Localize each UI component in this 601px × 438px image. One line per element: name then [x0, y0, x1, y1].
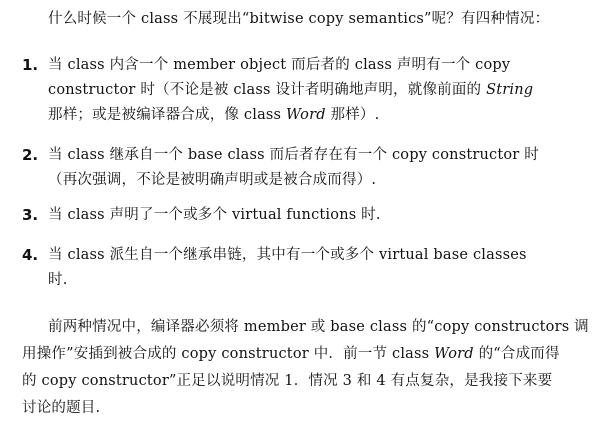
para-line-4: 讨论的题目. [22, 400, 101, 416]
para-line-2-text: 用操作”安插到被合成的 copy constructor 中．前一节 class [22, 346, 430, 362]
para-line-2-tail: 的“合成而得 [478, 346, 560, 362]
item-1-line-3-tail: 那样）. [330, 107, 380, 123]
item-1-line-1: 当 class 内含一个 member object 而后者的 class 声明有一个 copy [48, 57, 511, 73]
item-number: 3. [22, 206, 39, 224]
para-line-1: 前两种情况中，编译器必须将 member 或 base class 的“copy constructors 调 [48, 319, 589, 335]
item-number: 4. [22, 246, 39, 264]
item-1-line-2 [48, 81, 533, 99]
para-line-3: 的 copy constructor”正足以说明情况 1．情况 3 和 4 有点复杂，是我接下来要 [22, 373, 553, 389]
item-2-line-2: （再次强调，不论是被明确声明或是被合成而得）. [48, 172, 377, 188]
item-1-line-3-text: 那样；或是被编译器合成，像 class [48, 107, 282, 123]
para-line-2 [22, 345, 560, 363]
item-1-line-2-text: constructor 时（不论是被 class 设计者明确地声明，就像前面的 [48, 82, 482, 98]
para-word-term: Word [434, 346, 474, 362]
item-3-line-1: 当 class 声明了一个或多个 virtual functions 时. [48, 207, 381, 223]
item-4-line-2: 时. [48, 272, 68, 288]
item-number: 1. [22, 56, 39, 74]
item-2-line-1: 当 class 继承自一个 base class 而后者存在有一个 copy constructor 时 [48, 147, 539, 163]
item-number: 2. [22, 146, 39, 164]
item-1-string-term: String [486, 82, 534, 98]
intro-line: 什么时候一个 class 不展现出“bitwise copy semantics”呢？有四种情况： [48, 11, 550, 27]
item-4-line-1: 当 class 派生自一个继承串链，其中有一个或多个 virtual base classes [48, 247, 527, 263]
item-1-word-term: Word [286, 107, 326, 123]
item-1-line-3 [48, 106, 379, 124]
